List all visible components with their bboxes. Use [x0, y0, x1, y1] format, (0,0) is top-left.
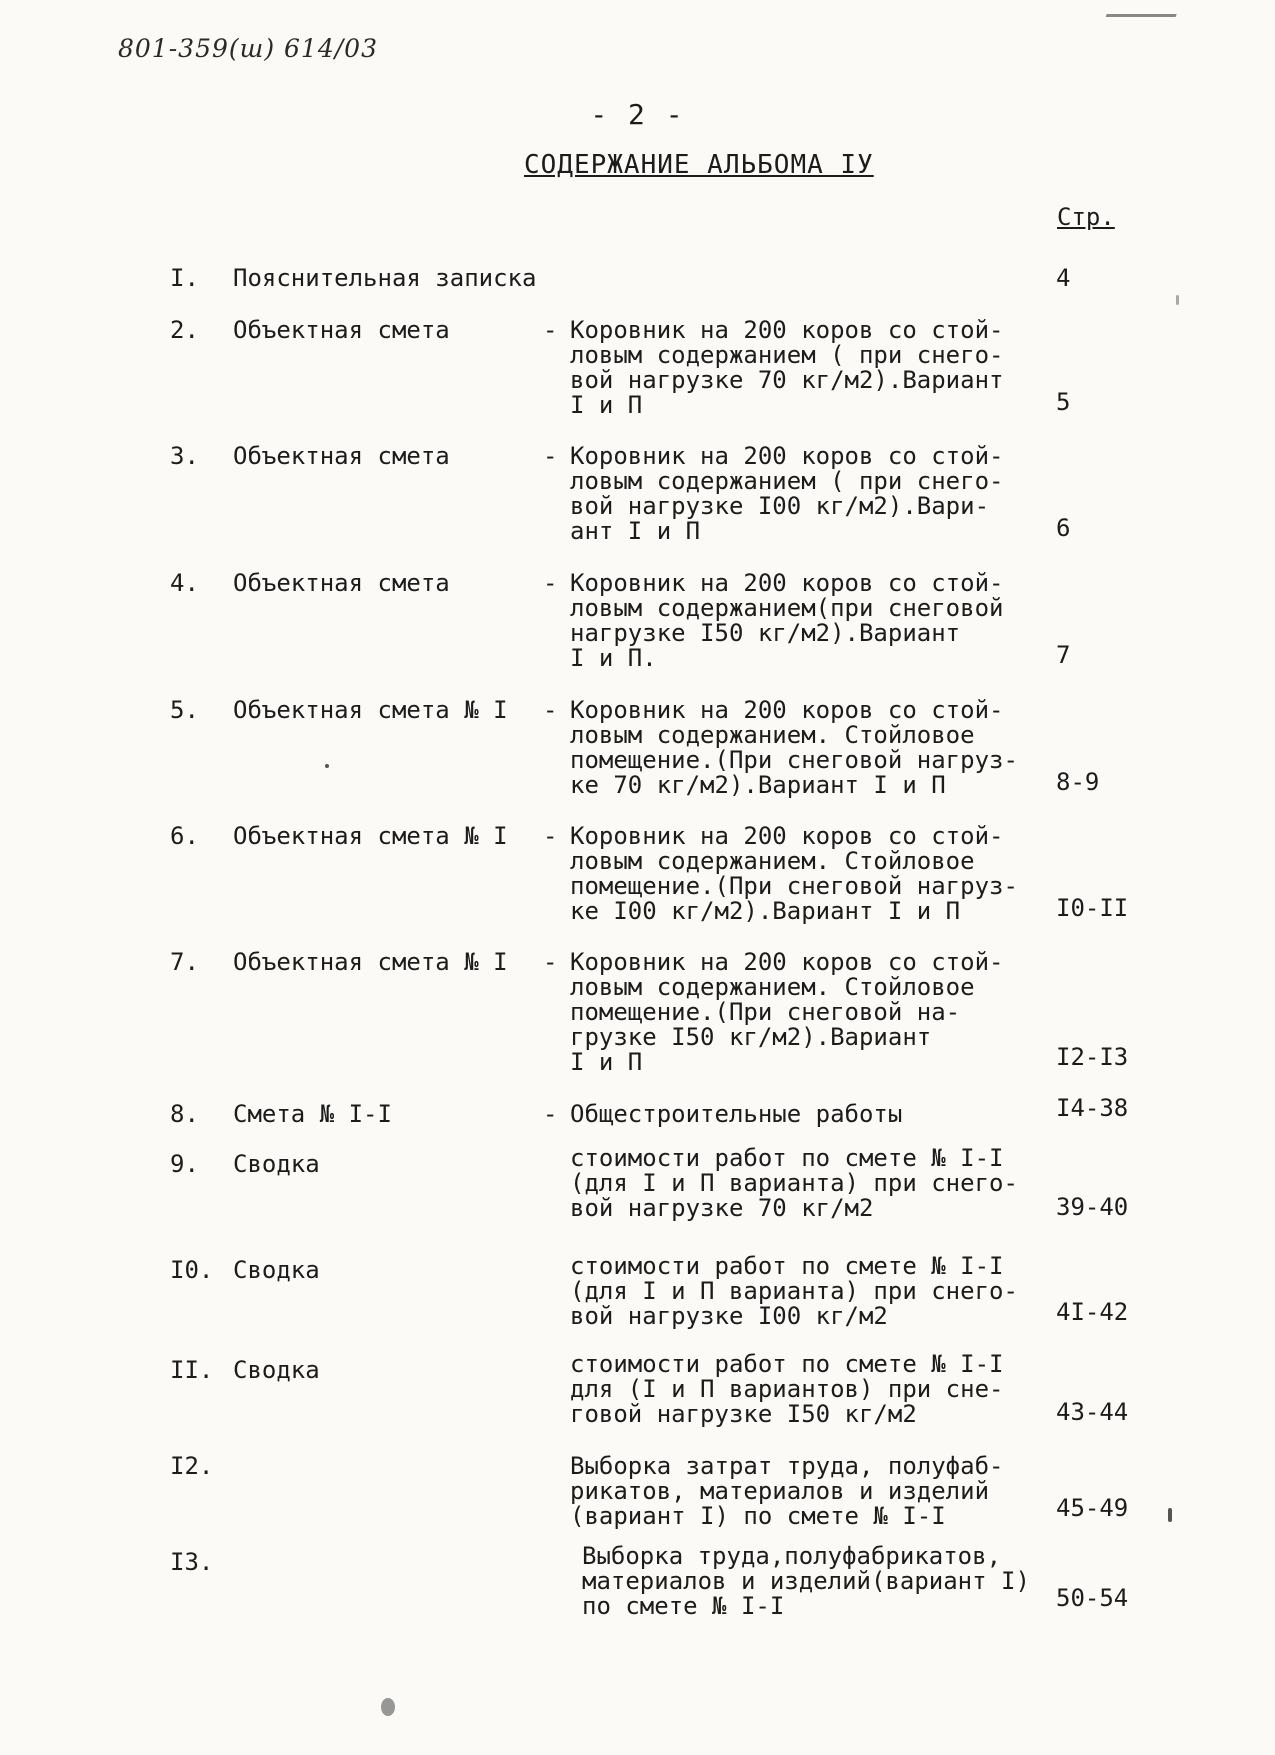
handwritten-note: 801-359(ш) 614/03 — [118, 34, 378, 63]
entry-pages: I0-II — [1056, 894, 1129, 922]
entry-description: Коровник на 200 коров со стой- ловым содержанием. Стойловое помещение.(При снеговой нагруз- ке 70 кг/м2).Вариант I и П — [570, 696, 1018, 799]
entry-number: I0. — [170, 1256, 214, 1284]
entry-description: Коровник на 200 коров со стой- ловым содержанием(при снеговой нагрузке I50 кг/м2).Вариант I и П. — [570, 569, 1004, 672]
corner-mark — [1106, 4, 1181, 17]
entry-dash: - — [543, 822, 558, 850]
ink-speck — [1168, 1508, 1172, 1522]
entry-description: Коровник на 200 коров со стой- ловым содержанием. Стойловое помещение.(При снеговой на- грузке I50 кг/м2).Вариант I и П — [570, 948, 1004, 1076]
entry-pages: I4-38 — [1056, 1094, 1129, 1122]
entry-pages: 5 — [1056, 388, 1071, 416]
entry-label: Объектная смета № I — [233, 696, 508, 724]
entry-number: I3. — [170, 1548, 214, 1576]
entry-pages: 43-44 — [1056, 1398, 1129, 1426]
entry-pages: 39-40 — [1056, 1193, 1129, 1221]
entry-label: Сводка — [233, 1356, 320, 1384]
entry-number: 5. — [170, 696, 199, 724]
entry-label: Объектная смета — [233, 316, 450, 344]
entry-pages: 6 — [1056, 514, 1071, 542]
entry-dash: - — [543, 442, 558, 470]
entry-label: Сводка — [233, 1256, 320, 1284]
entry-number: II. — [170, 1356, 214, 1384]
entry-number: I2. — [170, 1452, 214, 1480]
pages-column-header: Стр. — [1057, 203, 1115, 231]
ink-speck — [325, 764, 329, 768]
entry-number: 4. — [170, 569, 199, 597]
entry-pages: 45-49 — [1056, 1494, 1129, 1522]
entry-dash: - — [543, 948, 558, 976]
entry-number: 7. — [170, 948, 199, 976]
entry-label: Объектная смета № I — [233, 822, 508, 850]
ink-speck — [381, 1698, 395, 1716]
entry-description: Коровник на 200 коров со стой- ловым содержанием ( при снего- вой нагрузке 70 кг/м2).Вариант I и П — [570, 316, 1004, 419]
entry-label: Объектная смета — [233, 442, 450, 470]
entry-number: 3. — [170, 442, 199, 470]
entry-description: Коровник на 200 коров со стой- ловым содержанием. Стойловое помещение.(При снеговой нагруз- ке I00 кг/м2).Вариант I и П — [570, 822, 1018, 925]
entry-pages: I2-I3 — [1056, 1043, 1129, 1071]
entry-number: 8. — [170, 1100, 199, 1128]
entry-label: Объектная смета № I — [233, 948, 508, 976]
entry-label: Смета № I-I — [233, 1100, 392, 1128]
entry-pages: 8-9 — [1056, 768, 1100, 796]
entry-label: Объектная смета — [233, 569, 450, 597]
entry-description: Общестроительные работы — [570, 1100, 903, 1128]
entry-description: стоимости работ по смете № I-I (для I и П варианта) при снего- вой нагрузке 70 кг/м2 — [570, 1144, 1018, 1222]
entry-pages: 7 — [1056, 641, 1071, 669]
entry-dash: - — [543, 316, 558, 344]
entry-description: стоимости работ по смете № I-I для (I и П вариантов) при сне- говой нагрузке I50 кг/м2 — [570, 1350, 1004, 1428]
entry-number: 6. — [170, 822, 199, 850]
entry-description: Выборка затрат труда, полуфаб- рикатов, материалов и изделий (вариант I) по смете № I-I — [570, 1452, 1004, 1530]
ink-speck — [1176, 295, 1179, 305]
page-number: - 2 - — [590, 98, 685, 131]
entry-number: I. — [170, 264, 199, 292]
entry-pages: 50-54 — [1056, 1584, 1129, 1612]
document-title: СОДЕРЖАНИЕ АЛЬБОМА IУ — [524, 150, 874, 180]
entry-dash: - — [543, 1100, 558, 1128]
entry-dash: - — [543, 569, 558, 597]
entry-label: Пояснительная записка — [233, 264, 537, 292]
entry-pages: 4I-42 — [1056, 1298, 1129, 1326]
entry-description: Выборка труда,полуфабрикатов, материалов и изделий(вариант I) по смете № I-I — [582, 1542, 1030, 1620]
entry-pages: 4 — [1056, 264, 1071, 292]
entry-number: 9. — [170, 1150, 199, 1178]
entry-description: стоимости работ по смете № I-I (для I и П варианта) при снего- вой нагрузке I00 кг/м2 — [570, 1252, 1018, 1330]
entry-number: 2. — [170, 316, 199, 344]
entry-label: Сводка — [233, 1150, 320, 1178]
entry-dash: - — [543, 696, 558, 724]
entry-description: Коровник на 200 коров со стой- ловым содержанием ( при снего- вой нагрузке I00 кг/м2).Вари- ант I и П — [570, 442, 1004, 545]
